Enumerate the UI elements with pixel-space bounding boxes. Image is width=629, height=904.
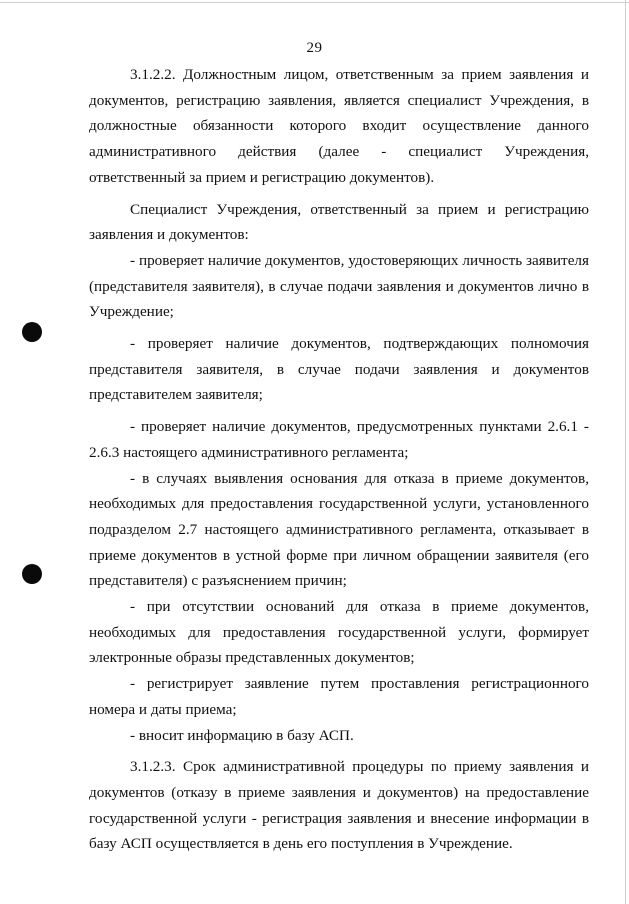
list-item-electronic-images: - при отсутствии оснований для отказа в приеме документов, необходимых для предоставления государственной услуги, формирует электронные образы представленных документов; xyxy=(89,598,589,667)
list-item-database-entry: - вносит информацию в базу АСП. xyxy=(130,726,354,744)
list-item-authority-check: - проверяет наличие документов, подтверждающих полномочия представителя заявителя, в случае подачи заявления и документов представителем заявителя; xyxy=(89,335,589,404)
list-item-refusal: - в случаях выявления основания для отказа в приеме документов, необходимых для предоставления государственной услуги, установленного подразделом 2.7 настоящего административного регламента, отказывает в приеме документов в устной форме при личном обращении заявителя (его представителя) с разъяснением причин; xyxy=(89,469,589,590)
paragraph-3-1-2-3: 3.1.2.3. Срок административной процедуры по приему заявления и документов (отказу в приеме заявления и документов) на предоставление государственной услуги - регистрация заявления и внесение информации в базу АСП осуществляется в день его поступления в Учреждение. xyxy=(89,758,589,853)
punch-hole-top xyxy=(22,322,42,342)
punch-hole-bottom xyxy=(22,564,42,584)
list-item-identity-check: - проверяет наличие документов, удостоверяющих личность заявителя (представителя заявителя), в случае подачи заявления и документов лично в Учреждение; xyxy=(89,251,589,321)
scan-top-edge xyxy=(0,2,629,3)
scan-right-edge xyxy=(625,0,626,904)
list-item-documents-check: - проверяет наличие документов, предусмотренных пунктами 2.6.1 - 2.6.3 настоящего административного регламента; xyxy=(89,418,589,461)
list-item-registration: - регистрирует заявление путем проставления регистрационного номера и даты приема; xyxy=(89,675,589,718)
document-body xyxy=(89,62,589,857)
paragraph-specialist-intro: Специалист Учреждения, ответственный за прием и регистрацию заявления и документов: xyxy=(89,200,589,244)
paragraph-3-1-2-2: 3.1.2.2. Должностным лицом, ответственным за прием заявления и документов, регистрацию заявления, является специалист Учреждения, в должностные обязанности которого входит осуществление данного административного действия (далее - специалист Учреждения, ответственный за прием и регистрацию документов). xyxy=(89,66,589,186)
page-number: 29 xyxy=(306,40,323,56)
